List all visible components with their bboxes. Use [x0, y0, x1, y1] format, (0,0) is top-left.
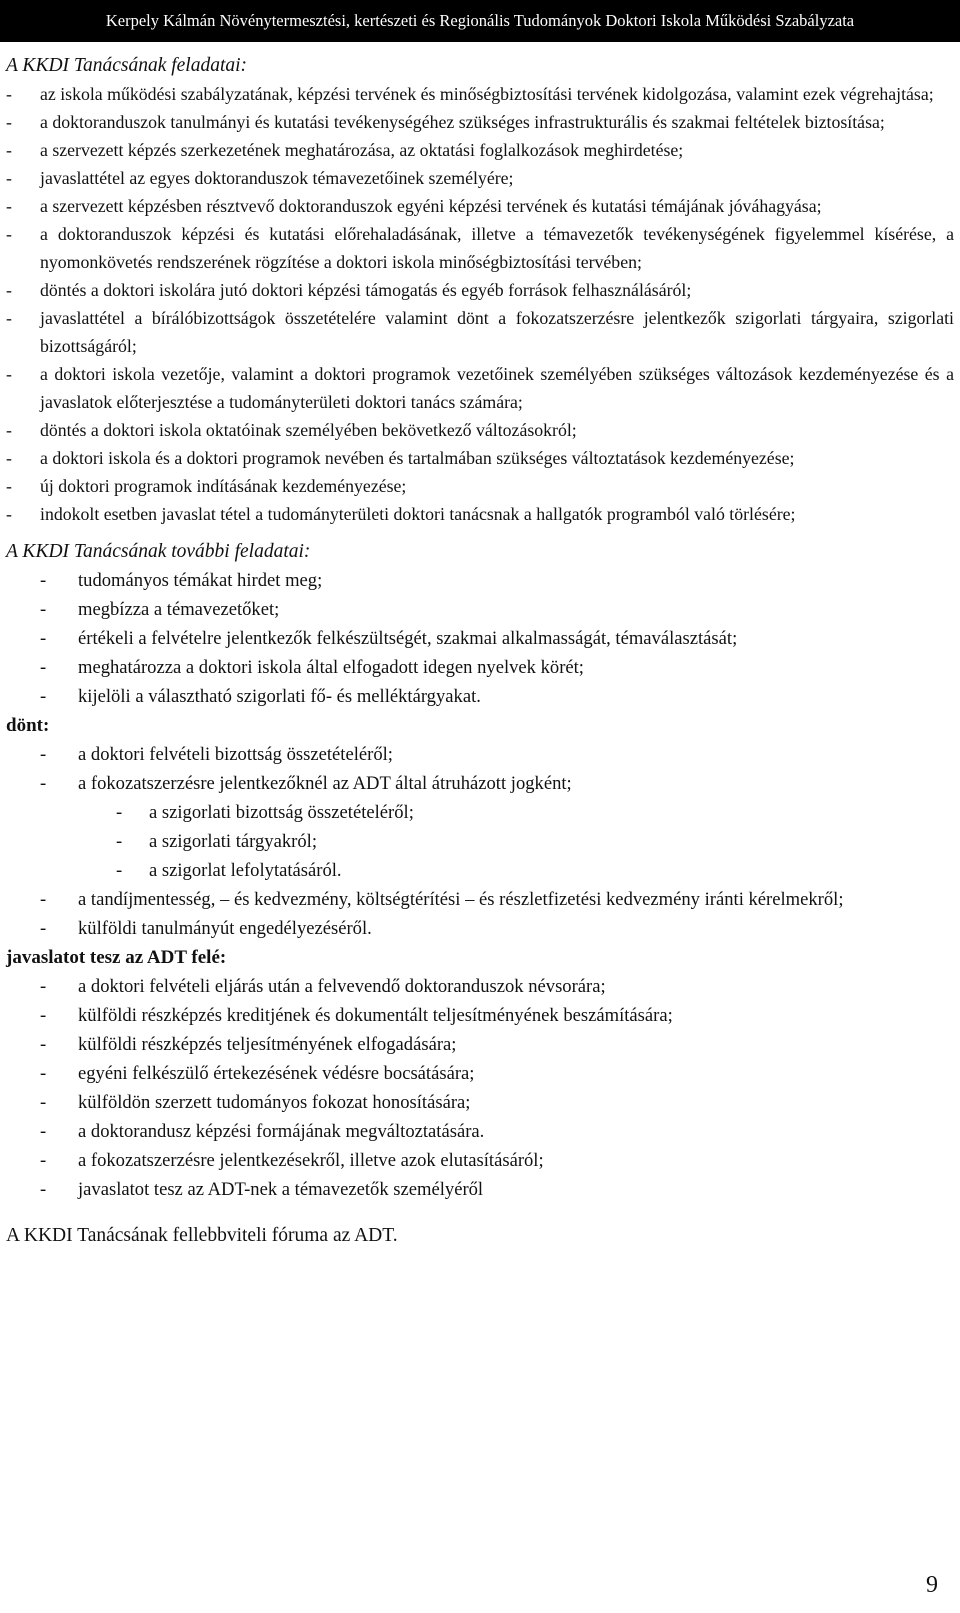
list-item: - külföldi részképzés teljesítményének elfogadására; [6, 1030, 954, 1059]
sub-list-item: - a szigorlat lefolytatásáról. [6, 856, 954, 885]
list-item: - tudományos témákat hirdet meg; [6, 566, 954, 595]
list-item: - a fokozatszerzésre jelentkezésekről, illetve azok elutasításáról; [6, 1146, 954, 1175]
section-heading-proposals: javaslatot tesz az ADT felé: [6, 947, 227, 968]
list-item: - értékeli a felvételre jelentkezők felkészültségét, szakmai alkalmasságát, témaválasztását; [6, 624, 954, 653]
list-item: - a doktorandusz képzési formájának megváltoztatására. [6, 1117, 954, 1146]
section-heading-further-tasks: A KKDI Tanácsának további feladatai: [6, 541, 311, 562]
list-item: - a fokozatszerzésre jelentkezőknél az ADT által átruházott jogként; [6, 769, 954, 798]
page-number: 9 [926, 1572, 938, 1598]
sub-list-item: - a szigorlati tárgyakról; [6, 827, 954, 856]
section-heading-decides: dönt: [6, 715, 50, 736]
list-item: - az iskola működési szabályzatának, képzési tervének és minőségbiztosítási tervének kidolgozása, valamint ezek végrehajtása; [6, 80, 954, 108]
list-item: - külföldi tanulmányút engedélyezéséről. [6, 914, 954, 943]
document-body [6, 52, 954, 1250]
list-item: - egyéni felkészülő értekezésének védésre bocsátására; [6, 1059, 954, 1088]
list-item: - döntés a doktori iskolára jutó doktori képzési támogatás és egyéb források felhasználásáról; [6, 276, 954, 304]
list-item: - a doktori felvételi bizottság összetételéről; [6, 740, 954, 769]
list-item: - indokolt esetben javaslat tétel a tudományterületi doktori tanácsnak a hallgatók programból való törlésére; [6, 500, 954, 528]
closing-statement: A KKDI Tanácsának fellebbviteli fóruma az ADT. [6, 1225, 398, 1246]
list-item: - külföldi részképzés kreditjének és dokumentált teljesítményének beszámítására; [6, 1001, 954, 1030]
list-item: - a doktori iskola és a doktori programok nevében és tartalmában szükséges változtatások kezdeményezése; [6, 444, 954, 472]
list-item: - javaslattétel az egyes doktoranduszok témavezetőinek személyére; [6, 164, 954, 192]
decides-list [6, 740, 954, 943]
further-tasks-list [6, 566, 954, 711]
list-item: - javaslatot tesz az ADT-nek a témavezetők személyéről [6, 1175, 954, 1204]
list-item: - külföldön szerzett tudományos fokozat honosítására; [6, 1088, 954, 1117]
list-item: - a doktori iskola vezetője, valamint a doktori programok vezetőinek személyében szükséges változások kezdeményezése és a javaslatok előterjesztése a tudományterületi doktori tanács számára; [6, 360, 954, 416]
list-item: - a tandíjmentesség, – és kedvezmény, költségtérítési – és részletfizetési kedvezmény iránti kérelmekről; [6, 885, 954, 914]
list-item: - a doktori felvételi eljárás után a felvevendő doktoranduszok névsorára; [6, 972, 954, 1001]
document-header: Kerpely Kálmán Növénytermesztési, kertészeti és Regionális Tudományok Doktori Iskola Működési Szabályzata [0, 0, 960, 42]
list-item: - megbízza a témavezetőket; [6, 595, 954, 624]
list-item: - a doktoranduszok tanulmányi és kutatási tevékenységéhez szükséges infrastrukturális és szakmai feltételek biztosítása; [6, 108, 954, 136]
section-heading-council-tasks: A KKDI Tanácsának feladatai: [6, 55, 248, 76]
proposals-list [6, 972, 954, 1204]
list-item: - új doktori programok indításának kezdeményezése; [6, 472, 954, 500]
list-item: - döntés a doktori iskola oktatóinak személyében bekövetkező változásokról; [6, 416, 954, 444]
list-item: - kijelöli a választható szigorlati fő- és melléktárgyakat. [6, 682, 954, 711]
list-item: - a doktoranduszok képzési és kutatási előrehaladásának, illetve a témavezetők tevékenységének figyelemmel kísérése, a nyomonkövetés rendszerének rögzítése a doktori iskola minőségbiztosítási tervében; [6, 220, 954, 276]
list-item: - meghatározza a doktori iskola által elfogadott idegen nyelvek körét; [6, 653, 954, 682]
list-item: - a szervezett képzés szerkezetének meghatározása, az oktatási foglalkozások meghirdetése; [6, 136, 954, 164]
sub-list-item: - a szigorlati bizottság összetételéről; [6, 798, 954, 827]
list-item: - a szervezett képzésben résztvevő doktoranduszok egyéni képzési tervének és kutatási témájának jóváhagyása; [6, 192, 954, 220]
list-item: - javaslattétel a bírálóbizottságok összetételére valamint dönt a fokozatszerzésre jelentkezők szigorlati tárgyaira, szigorlati bizottságáról; [6, 304, 954, 360]
council-tasks-list [6, 80, 954, 528]
